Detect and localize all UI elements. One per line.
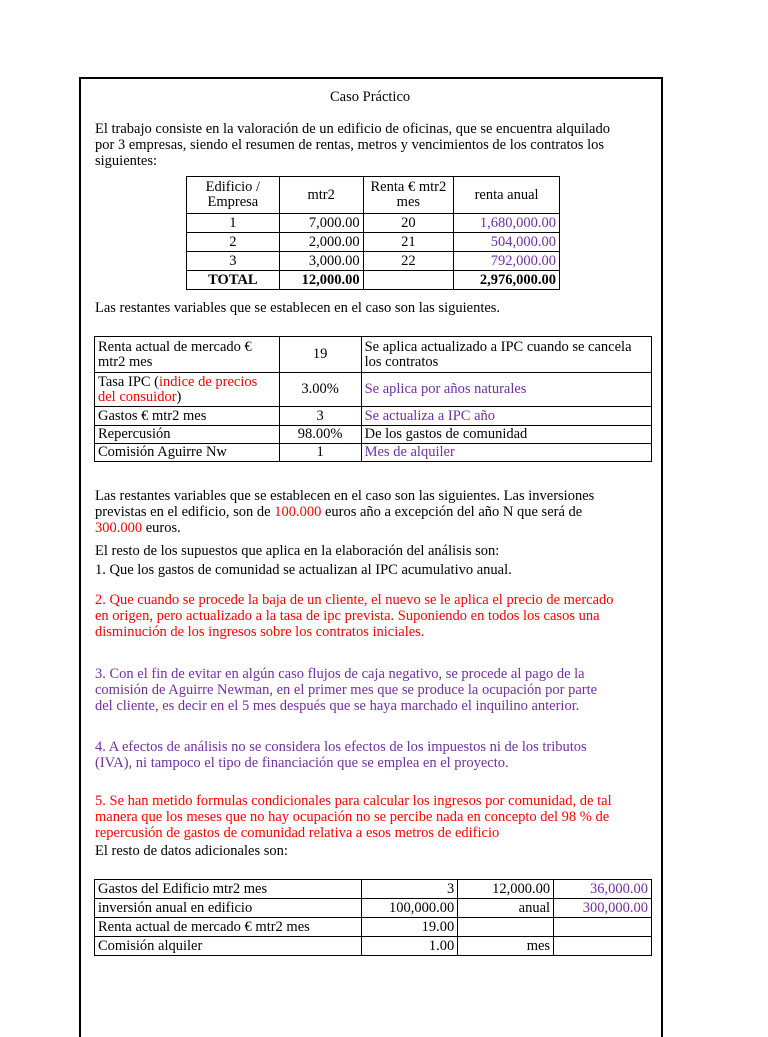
cell: 2 bbox=[187, 233, 280, 252]
cell: 2,000.00 bbox=[279, 233, 363, 252]
table-row bbox=[95, 899, 652, 918]
variables-intro: Las restantes variables que se establecen en el caso son las siguientes. bbox=[95, 300, 501, 316]
cell: 3 bbox=[362, 880, 458, 899]
cell: 7,000.00 bbox=[279, 214, 363, 233]
table-row bbox=[95, 373, 652, 407]
assumption-5-line-2: manera que los meses que no hay ocupación no se percibe nada en concepto del 98 % de bbox=[95, 809, 610, 825]
cell: 19 bbox=[279, 337, 361, 373]
table-row bbox=[95, 880, 652, 899]
cell: 12,000.00 bbox=[458, 880, 554, 899]
header-renta-mes: Renta € mtr2 mes bbox=[363, 177, 454, 214]
cell: 3.00% bbox=[279, 373, 361, 407]
assumption-3-line-3: del cliente, es decir en el 5 mes después que se haya marchado el inquilino anterior. bbox=[95, 698, 580, 714]
cell: mes bbox=[458, 937, 554, 956]
cell: 1.00 bbox=[362, 937, 458, 956]
cell: Comisión Aguirre Nw bbox=[95, 444, 280, 462]
assumption-1: 1. Que los gastos de comunidad se actualizan al IPC acumulativo anual. bbox=[95, 562, 512, 578]
cell: TOTAL bbox=[187, 271, 280, 290]
cell: 3 bbox=[187, 252, 280, 271]
cell: 100,000.00 bbox=[362, 899, 458, 918]
cell: 504,000.00 bbox=[454, 233, 560, 252]
extra-intro: El resto de datos adicionales son: bbox=[95, 843, 288, 859]
cell: 300,000.00 bbox=[554, 899, 652, 918]
variables-table bbox=[94, 336, 652, 462]
investment-line-1: Las restantes variables que se establecen en el caso son las siguientes. Las inversiones bbox=[95, 488, 595, 504]
cell: 1 bbox=[187, 214, 280, 233]
cell: 1,680,000.00 bbox=[454, 214, 560, 233]
cell bbox=[458, 918, 554, 937]
header-renta-anual: renta anual bbox=[454, 177, 560, 214]
cell: Renta actual de mercado € mtr2 mes bbox=[95, 918, 362, 937]
cell: 1 bbox=[279, 444, 361, 462]
intro-line-1: El trabajo consiste en la valoración de un edificio de oficinas, que se encuentra alquilado bbox=[95, 121, 610, 137]
assumption-2-line-3: disminución de los ingresos sobre los contratos iniciales. bbox=[95, 624, 425, 640]
table-row bbox=[95, 337, 652, 373]
table-row bbox=[95, 937, 652, 956]
cell: 12,000.00 bbox=[279, 271, 363, 290]
intro-line-3: siguientes: bbox=[95, 153, 158, 169]
cell: Se actualiza a IPC año bbox=[361, 407, 651, 426]
investment-line-2: previstas en el edificio, son de 100.000 euros año a excepción del año N que será de bbox=[95, 504, 583, 520]
cell: 792,000.00 bbox=[454, 252, 560, 271]
cell: Se aplica actualizado a IPC cuando se cancela los contratos bbox=[361, 337, 651, 373]
assumption-2-line-1: 2. Que cuando se procede la baja de un cliente, el nuevo se le aplica el precio de mercado bbox=[95, 592, 614, 608]
cell: 3 bbox=[279, 407, 361, 426]
table-row bbox=[95, 444, 652, 462]
assumption-3-line-2: comisión de Aguirre Newman, en el primer mes que se produce la ocupación por parte bbox=[95, 682, 598, 698]
table-row bbox=[95, 426, 652, 444]
cell: 98.00% bbox=[279, 426, 361, 444]
cell: Gastos del Edificio mtr2 mes bbox=[95, 880, 362, 899]
table-row bbox=[187, 252, 560, 271]
assumption-3-line-1: 3. Con el fin de evitar en algún caso flujos de caja negativo, se procede al pago de la bbox=[95, 666, 585, 682]
cell: Tasa IPC (indice de precios del consuidor) bbox=[95, 373, 280, 407]
cell bbox=[554, 918, 652, 937]
assumption-4-line-1: 4. A efectos de análisis no se considera los efectos de los impuestos ni de los tributos bbox=[95, 739, 587, 755]
header-edificio: Edificio / Empresa bbox=[187, 177, 280, 214]
cell bbox=[363, 271, 454, 290]
table-row bbox=[187, 233, 560, 252]
intro-line-2: por 3 empresas, siendo el resumen de rentas, metros y vencimientos de los contratos los bbox=[95, 137, 604, 153]
cell: 19.00 bbox=[362, 918, 458, 937]
cell: 21 bbox=[363, 233, 454, 252]
total-row bbox=[187, 271, 560, 290]
table-row bbox=[187, 214, 560, 233]
assumption-4-line-2: (IVA), ni tampoco el tipo de financiación que se emplea en el proyecto. bbox=[95, 755, 509, 771]
cell: 3,000.00 bbox=[279, 252, 363, 271]
cell: 36,000.00 bbox=[554, 880, 652, 899]
rent-table bbox=[186, 176, 560, 290]
table-row bbox=[95, 407, 652, 426]
cell: De los gastos de comunidad bbox=[361, 426, 651, 444]
page-title: Caso Práctico bbox=[330, 89, 411, 105]
cell: anual bbox=[458, 899, 554, 918]
cell: 22 bbox=[363, 252, 454, 271]
assumption-5-line-3: repercusión de gastos de comunidad relativa a esos metros de edificio bbox=[95, 825, 500, 841]
assumption-5-line-1: 5. Se han metido formulas condicionales para calcular los ingresos por comunidad, de tal bbox=[95, 793, 612, 809]
cell: Renta actual de mercado € mtr2 mes bbox=[95, 337, 280, 373]
assumption-2-line-2: en origen, pero actualizado a la tasa de ipc prevista. Suponiendo en todos los casos una bbox=[95, 608, 600, 624]
assumptions-intro: El resto de los supuestos que aplica en la elaboración del análisis son: bbox=[95, 543, 500, 559]
cell: Repercusión bbox=[95, 426, 280, 444]
cell: 2,976,000.00 bbox=[454, 271, 560, 290]
header-mtr2: mtr2 bbox=[279, 177, 363, 214]
cell: Mes de alquiler bbox=[361, 444, 651, 462]
cell: 20 bbox=[363, 214, 454, 233]
cell bbox=[554, 937, 652, 956]
cell: inversión anual en edificio bbox=[95, 899, 362, 918]
cell: Comisión alquiler bbox=[95, 937, 362, 956]
cell: Gastos € mtr2 mes bbox=[95, 407, 280, 426]
investment-line-3: 300.000 euros. bbox=[95, 520, 181, 536]
rent-table-header bbox=[187, 177, 560, 214]
table-row bbox=[95, 918, 652, 937]
cell: Se aplica por años naturales bbox=[361, 373, 651, 407]
extra-data-table bbox=[94, 879, 652, 956]
